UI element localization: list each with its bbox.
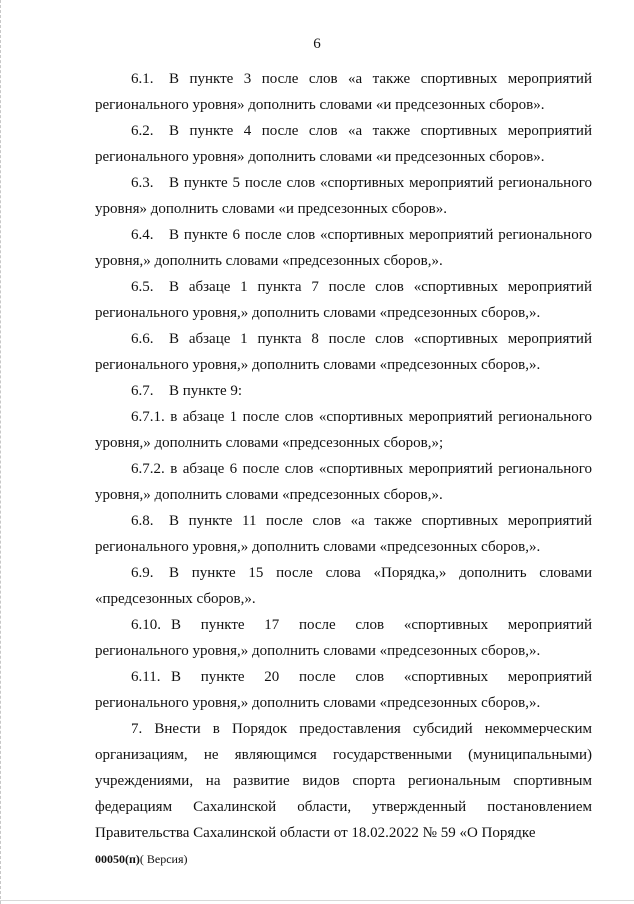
paragraph-text: В пункте 15 после слова «Порядка,» дополнить словами «предсезонных сборов,». [95,565,592,607]
paragraph-text: В абзаце 1 пункта 8 после слов «спортивных мероприятий регионального уровня,» дополнить словами «предсезонных сборов,». [95,331,592,373]
paragraph-6-1 [95,66,592,118]
paragraph-text: в абзаце 1 после слов «спортивных мероприятий регионального уровня,» дополнить словами «предсезонных сборов,»; [95,409,593,451]
document-code: 00050(п) [95,852,140,866]
paragraph-text: В пункте 20 после слов «спортивных мероприятий регионального уровня,» дополнить словами «предсезонных сборов,». [95,669,592,711]
scan-bottom-edge [0,900,634,902]
document-footer [95,852,188,867]
paragraph-6-5 [95,274,592,326]
paragraph-6-7 [95,378,592,404]
document-body [95,66,592,846]
paragraph-7 [95,716,592,846]
paragraph-6-7-1 [95,404,592,456]
paragraph-number: 6.9. [131,565,154,581]
paragraph-number: 6.6. [131,331,154,347]
paragraph-6-6 [95,326,592,378]
paragraph-number: 6.8. [131,513,154,529]
paragraph-number: 6.7.2. [131,461,165,477]
paragraph-text: В пункте 5 после слов «спортивных мероприятий регионального уровня» дополнить словами «и предсезонных сборов». [95,175,592,217]
paragraph-6-9 [95,560,592,612]
paragraph-number: 6.10. [131,617,161,633]
paragraph-number: 6.1. [131,71,154,87]
paragraph-text: В пункте 6 после слов «спортивных мероприятий регионального уровня,» дополнить словами «предсезонных сборов,». [95,227,592,269]
paragraph-number: 6.3. [131,175,154,191]
page-number: 6 [313,36,321,52]
paragraph-6-8 [95,508,592,560]
paragraph-6-2 [95,118,592,170]
paragraph-number: 7. [131,721,143,737]
paragraph-number: 6.7. [131,383,154,399]
paragraph-6-4 [95,222,592,274]
paragraph-number: 6.5. [131,279,154,295]
paragraph-text: В пункте 4 после слов «а также спортивных мероприятий регионального уровня» дополнить словами «и предсезонных сборов». [95,123,592,165]
paragraph-number: 6.11. [131,669,161,685]
paragraph-text: В пункте 9: [169,383,243,399]
paragraph-number: 6.7.1. [131,409,165,425]
paragraph-6-7-2 [95,456,592,508]
paragraph-6-10 [95,612,592,664]
paragraph-6-11 [95,664,592,716]
paragraph-text: В пункте 3 после слов «а также спортивных мероприятий регионального уровня» дополнить словами «и предсезонных сборов». [95,71,592,113]
paragraph-text: В абзаце 1 пункта 7 после слов «спортивных мероприятий регионального уровня,» дополнить словами «предсезонных сборов,». [95,279,592,321]
paragraph-text: Внести в Порядок предоставления субсидий некоммерческим организациям, не являющимся государственными (муниципальными) учреждениями, на развитие видов спорта региональным спортивным федерациям Сахалинской области, утвержденный постановлением Правительства Сахалинской области от 18.02.2022 № 59 «О Порядке [95,721,593,841]
paragraph-number: 6.2. [131,123,154,139]
paragraph-text: В пункте 17 после слов «спортивных мероприятий регионального уровня,» дополнить словами «предсезонных сборов,». [95,617,592,659]
paragraph-text: В пункте 11 после слов «а также спортивных мероприятий регионального уровня,» дополнить словами «предсезонных сборов,». [95,513,592,555]
scan-left-edge [0,0,3,904]
document-version: ( Версия) [139,852,188,866]
paragraph-number: 6.4. [131,227,154,243]
paragraph-6-3 [95,170,592,222]
paragraph-text: в абзаце 6 после слов «спортивных мероприятий регионального уровня,» дополнить словами «предсезонных сборов,». [95,461,593,503]
